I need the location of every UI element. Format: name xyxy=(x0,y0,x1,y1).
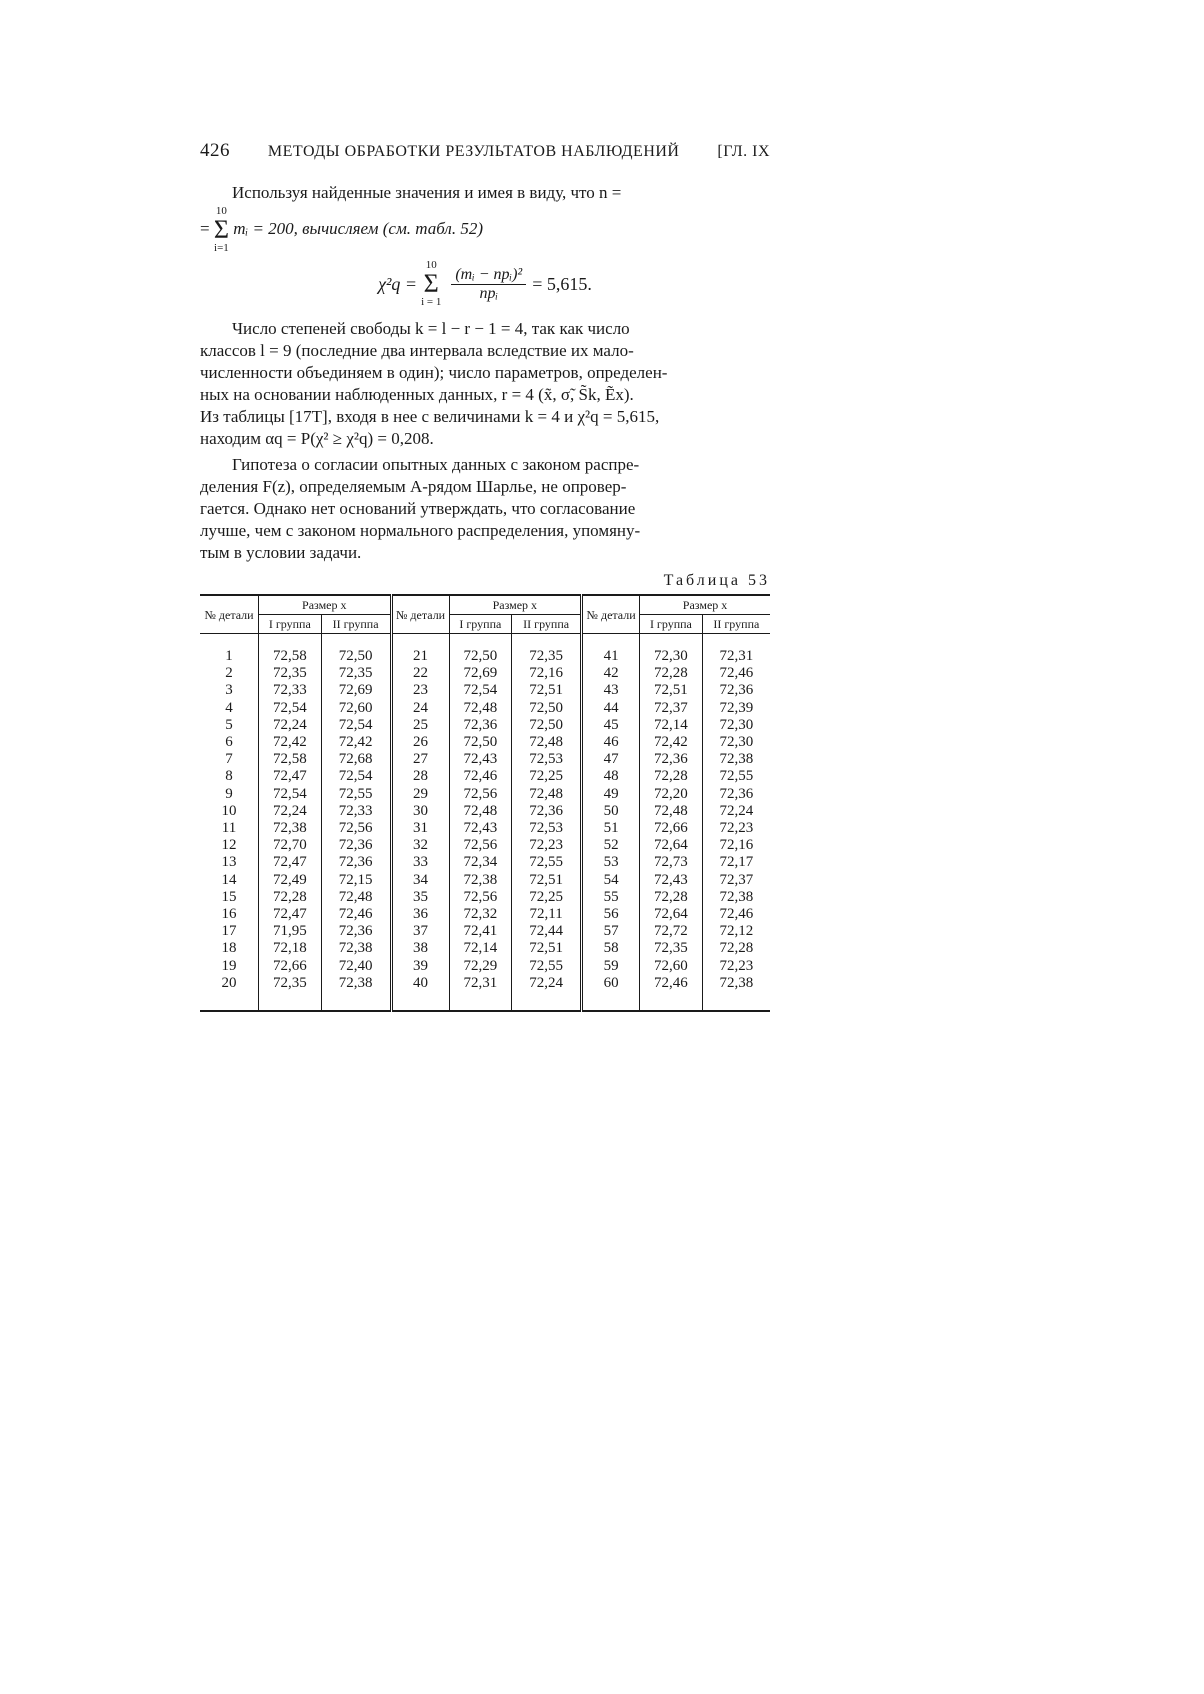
part-number-cell: 16 xyxy=(221,906,237,923)
size-group-1-cell: 72,47 xyxy=(259,906,322,923)
para3-line: деления F(z), определяемым A-рядом Шарлье, не опровер- xyxy=(200,477,627,496)
table-row xyxy=(200,665,770,682)
para1-line2-text: mᵢ = 200, вычисляем (см. табл. 52) xyxy=(233,218,483,238)
size-group-1-cell: 72,28 xyxy=(640,768,703,785)
size-group-1-cell: 72,28 xyxy=(259,889,322,906)
size-group-2-cell: 72,50 xyxy=(321,634,391,666)
size-group-1-cell: 72,35 xyxy=(259,665,322,682)
size-group-2-cell: 72,38 xyxy=(702,751,770,768)
size-group-2-cell: 72,16 xyxy=(512,665,582,682)
size-group-1-cell: 72,42 xyxy=(640,734,703,751)
part-number-cell: 30 xyxy=(391,803,449,820)
part-number-cell: 51 xyxy=(582,820,640,837)
col-header-group-1: I группа xyxy=(449,615,512,634)
part-number-cell: 53 xyxy=(582,854,640,871)
table-row xyxy=(200,700,770,717)
size-group-1-cell: 72,50 xyxy=(449,734,512,751)
size-group-2-cell: 72,54 xyxy=(321,768,391,785)
size-group-2-cell: 72,17 xyxy=(702,854,770,871)
table-row xyxy=(200,940,770,957)
part-number-cell: 57 xyxy=(582,923,640,940)
size-group-1-cell: 72,56 xyxy=(449,837,512,854)
para3-line: гается. Однако нет оснований утверждать, что согласование xyxy=(200,499,636,518)
size-group-2-cell: 72,39 xyxy=(702,700,770,717)
chi-square-formula xyxy=(200,260,770,308)
size-group-2-cell: 72,25 xyxy=(512,768,582,785)
part-number-cell: 43 xyxy=(582,682,640,699)
size-group-1-cell: 72,73 xyxy=(640,854,703,871)
size-group-1-cell: 72,29 xyxy=(449,958,512,975)
size-group-1-cell: 72,70 xyxy=(259,837,322,854)
part-number-cell: 48 xyxy=(582,768,640,785)
para1-line1: Используя найденные значения и имея в виду, что n = xyxy=(232,183,622,202)
part-number-cell: 12 xyxy=(221,837,237,854)
table-row xyxy=(200,634,770,666)
table-row xyxy=(200,717,770,734)
size-group-2-cell: 72,30 xyxy=(702,717,770,734)
part-number-cell: 4 xyxy=(225,699,233,716)
part-number-cell: 35 xyxy=(391,889,449,906)
size-group-1-cell: 72,72 xyxy=(640,923,703,940)
size-group-1-cell: 72,38 xyxy=(259,820,322,837)
col-header-group-1: I группа xyxy=(259,615,322,634)
sum-lower-limit: i=1 xyxy=(214,242,229,254)
part-number-cell: 17 xyxy=(221,923,237,940)
size-group-2-cell: 72,40 xyxy=(321,958,391,975)
size-group-1-cell: 72,48 xyxy=(640,803,703,820)
table-row xyxy=(200,768,770,785)
size-group-1-cell: 72,37 xyxy=(640,700,703,717)
sum-upper-limit: 10 xyxy=(215,205,227,217)
size-group-1-cell: 72,30 xyxy=(640,634,703,666)
part-number-cell: 42 xyxy=(582,665,640,682)
size-group-1-cell: 72,54 xyxy=(259,786,322,803)
size-group-2-cell: 72,51 xyxy=(512,872,582,889)
formula-result: = 5,615. xyxy=(532,273,592,294)
part-number-cell: 40 xyxy=(391,975,449,1011)
formula-sum-upper: 10 xyxy=(425,259,437,271)
para2-line: Из таблицы [17T], входя в нее с величинами k = 4 и χ²q = 5,615, xyxy=(200,407,660,426)
size-group-2-cell: 72,51 xyxy=(512,940,582,957)
formula-fraction xyxy=(451,266,526,303)
chapter-marker: [ГЛ. IX xyxy=(717,143,770,160)
size-group-1-cell: 72,43 xyxy=(449,751,512,768)
size-group-2-cell: 72,36 xyxy=(702,682,770,699)
size-group-1-cell: 72,58 xyxy=(259,634,322,666)
formula-sum-lower: i = 1 xyxy=(421,296,442,308)
part-number-cell: 6 xyxy=(225,734,233,751)
size-group-2-cell: 72,35 xyxy=(512,634,582,666)
size-group-2-cell: 72,28 xyxy=(702,940,770,957)
size-group-2-cell: 72,50 xyxy=(512,700,582,717)
equals-sign: = xyxy=(200,218,210,238)
size-group-2-cell: 72,55 xyxy=(512,958,582,975)
part-number-cell: 34 xyxy=(391,872,449,889)
size-group-2-cell: 72,56 xyxy=(321,820,391,837)
table-caption: Таблица 53 xyxy=(663,572,770,589)
part-number-cell: 7 xyxy=(225,751,233,768)
size-group-1-cell: 72,66 xyxy=(259,958,322,975)
col-header-size: Размер x xyxy=(640,595,770,615)
size-group-1-cell: 72,66 xyxy=(640,820,703,837)
part-number-cell: 24 xyxy=(391,700,449,717)
part-number-cell: 1 xyxy=(225,648,233,664)
size-group-2-cell: 72,36 xyxy=(702,786,770,803)
para3-line: тым в условии задачи. xyxy=(200,543,362,562)
part-number-cell: 31 xyxy=(391,820,449,837)
size-group-2-cell: 72,37 xyxy=(702,872,770,889)
size-group-2-cell: 72,15 xyxy=(321,872,391,889)
part-number-cell: 3 xyxy=(225,682,233,699)
size-group-1-cell: 72,14 xyxy=(640,717,703,734)
part-number-cell: 26 xyxy=(391,734,449,751)
part-number-cell: 41 xyxy=(582,634,640,666)
size-group-1-cell: 72,47 xyxy=(259,854,322,871)
sigma-glyph: Σ xyxy=(213,215,229,244)
size-group-1-cell: 72,36 xyxy=(640,751,703,768)
col-header-group-1: I группа xyxy=(640,615,703,634)
size-group-2-cell: 72,23 xyxy=(702,820,770,837)
para2 xyxy=(200,318,770,450)
para3 xyxy=(200,454,770,564)
col-header-size: Размер x xyxy=(259,595,392,615)
size-group-1-cell: 72,47 xyxy=(259,768,322,785)
size-group-1-cell: 72,24 xyxy=(259,717,322,734)
size-group-1-cell: 72,18 xyxy=(259,940,322,957)
part-number-cell: 23 xyxy=(391,682,449,699)
size-group-1-cell: 72,54 xyxy=(259,700,322,717)
part-number-cell: 38 xyxy=(391,940,449,957)
size-group-1-cell: 72,46 xyxy=(449,768,512,785)
table-row xyxy=(200,906,770,923)
size-group-1-cell: 72,56 xyxy=(449,889,512,906)
size-group-2-cell: 72,16 xyxy=(702,837,770,854)
size-group-1-cell: 72,34 xyxy=(449,854,512,871)
table-row xyxy=(200,786,770,803)
size-group-2-cell: 72,38 xyxy=(321,940,391,957)
para2-line: классов l = 9 (последние два интервала вследствие их мало- xyxy=(200,341,634,360)
size-group-1-cell: 72,43 xyxy=(449,820,512,837)
size-group-2-cell: 72,23 xyxy=(512,837,582,854)
size-group-1-cell: 72,43 xyxy=(640,872,703,889)
size-group-1-cell: 72,58 xyxy=(259,751,322,768)
col-header-no: № детали xyxy=(391,595,449,634)
size-group-1-cell: 72,24 xyxy=(259,803,322,820)
part-number-cell: 28 xyxy=(391,768,449,785)
size-group-2-cell: 72,35 xyxy=(321,665,391,682)
size-group-2-cell: 72,60 xyxy=(321,700,391,717)
size-group-1-cell: 72,28 xyxy=(640,889,703,906)
part-number-cell: 59 xyxy=(582,958,640,975)
size-group-1-cell: 72,54 xyxy=(449,682,512,699)
size-group-1-cell: 72,64 xyxy=(640,837,703,854)
para3-line: Гипотеза о согласии опытных данных с законом распре- xyxy=(232,455,640,474)
col-header-group-2: II группа xyxy=(702,615,770,634)
col-header-group-2: II группа xyxy=(512,615,582,634)
part-number-cell: 29 xyxy=(391,786,449,803)
part-number-cell: 54 xyxy=(582,872,640,889)
part-number-cell: 15 xyxy=(221,888,237,905)
running-header xyxy=(200,140,770,162)
formula-lhs: χ²q = xyxy=(378,273,418,294)
formula-sigma-glyph: Σ xyxy=(423,269,439,298)
part-number-cell: 27 xyxy=(391,751,449,768)
table-row xyxy=(200,975,770,1011)
part-number-cell: 25 xyxy=(391,717,449,734)
size-group-2-cell: 72,36 xyxy=(512,803,582,820)
data-table xyxy=(200,594,770,1012)
para3-line: лучше, чем с законом нормального распределения, упомяну- xyxy=(200,521,641,540)
size-group-1-cell: 72,48 xyxy=(449,700,512,717)
formula-denominator: npᵢ xyxy=(479,284,499,302)
size-group-1-cell: 72,33 xyxy=(259,682,322,699)
part-number-cell: 39 xyxy=(391,958,449,975)
sum-symbol xyxy=(214,206,229,254)
size-group-2-cell: 72,51 xyxy=(512,682,582,699)
table-row xyxy=(200,872,770,889)
table-row xyxy=(200,958,770,975)
size-group-1-cell: 71,95 xyxy=(259,923,322,940)
table-row xyxy=(200,820,770,837)
size-group-1-cell: 72,28 xyxy=(640,665,703,682)
part-number-cell: 18 xyxy=(221,940,237,957)
size-group-2-cell: 72,53 xyxy=(512,820,582,837)
part-number-cell: 47 xyxy=(582,751,640,768)
size-group-1-cell: 72,36 xyxy=(449,717,512,734)
size-group-2-cell: 72,24 xyxy=(512,975,582,1011)
formula-sum-symbol xyxy=(421,260,441,308)
size-group-2-cell: 72,36 xyxy=(321,837,391,854)
para1-line2 xyxy=(200,206,770,254)
table-row xyxy=(200,923,770,940)
size-group-2-cell: 72,46 xyxy=(321,906,391,923)
part-number-cell: 60 xyxy=(582,975,640,1011)
size-group-2-cell: 72,44 xyxy=(512,923,582,940)
part-number-cell: 36 xyxy=(391,906,449,923)
size-group-1-cell: 72,20 xyxy=(640,786,703,803)
part-number-cell: 55 xyxy=(582,889,640,906)
part-number-cell: 44 xyxy=(582,700,640,717)
table-row xyxy=(200,854,770,871)
part-number-cell: 13 xyxy=(221,854,237,871)
size-group-2-cell: 72,55 xyxy=(702,768,770,785)
size-group-1-cell: 72,56 xyxy=(449,786,512,803)
size-group-2-cell: 72,48 xyxy=(512,786,582,803)
size-group-1-cell: 72,14 xyxy=(449,940,512,957)
size-group-1-cell: 72,46 xyxy=(640,975,703,1011)
col-header-size: Размер x xyxy=(449,595,582,615)
size-group-1-cell: 72,48 xyxy=(449,803,512,820)
page-number: 426 xyxy=(200,140,230,161)
size-group-2-cell: 72,36 xyxy=(321,923,391,940)
formula-numerator: (mᵢ − npᵢ)² xyxy=(451,266,526,285)
size-group-1-cell: 72,64 xyxy=(640,906,703,923)
size-group-2-cell: 72,31 xyxy=(702,634,770,666)
part-number-cell: 10 xyxy=(221,802,237,819)
col-header-no: № детали xyxy=(582,595,640,634)
part-number-cell: 14 xyxy=(221,871,237,888)
para2-line: Число степеней свободы k = l − r − 1 = 4, так как число xyxy=(232,319,630,338)
part-number-cell: 2 xyxy=(225,665,233,682)
size-group-2-cell: 72,38 xyxy=(321,975,391,1011)
part-number-cell: 22 xyxy=(391,665,449,682)
size-group-2-cell: 72,33 xyxy=(321,803,391,820)
size-group-2-cell: 72,46 xyxy=(702,906,770,923)
size-group-2-cell: 72,42 xyxy=(321,734,391,751)
table-body xyxy=(200,634,770,1012)
size-group-2-cell: 72,23 xyxy=(702,958,770,975)
part-number-cell: 52 xyxy=(582,837,640,854)
size-group-2-cell: 72,36 xyxy=(321,854,391,871)
para2-line: находим αq = P(χ² ≥ χ²q) = 0,208. xyxy=(200,429,434,448)
size-group-2-cell: 72,25 xyxy=(512,889,582,906)
book-page xyxy=(200,140,770,1012)
size-group-2-cell: 72,38 xyxy=(702,889,770,906)
size-group-1-cell: 72,60 xyxy=(640,958,703,975)
table-row xyxy=(200,837,770,854)
part-number-cell: 49 xyxy=(582,786,640,803)
part-number-cell: 33 xyxy=(391,854,449,871)
running-title: МЕТОДЫ ОБРАБОТКИ РЕЗУЛЬТАТОВ НАБЛЮДЕНИЙ xyxy=(267,143,680,160)
para2-line: ных на основании наблюденных данных, r = 4 (x̃, σ̃, S̃k, Ẽx). xyxy=(200,385,634,404)
size-group-2-cell: 72,54 xyxy=(321,717,391,734)
part-number-cell: 11 xyxy=(221,820,237,837)
size-group-2-cell: 72,24 xyxy=(702,803,770,820)
size-group-2-cell: 72,30 xyxy=(702,734,770,751)
size-group-2-cell: 72,50 xyxy=(512,717,582,734)
col-header-group-2: II группа xyxy=(321,615,391,634)
size-group-2-cell: 72,55 xyxy=(321,786,391,803)
col-header-no: № детали xyxy=(200,595,259,634)
size-group-1-cell: 72,35 xyxy=(259,975,322,1011)
size-group-2-cell: 72,69 xyxy=(321,682,391,699)
size-group-2-cell: 72,12 xyxy=(702,923,770,940)
part-number-cell: 19 xyxy=(221,957,237,974)
size-group-1-cell: 72,50 xyxy=(449,634,512,666)
part-number-cell: 45 xyxy=(582,717,640,734)
table-row xyxy=(200,682,770,699)
size-group-1-cell: 72,32 xyxy=(449,906,512,923)
size-group-1-cell: 72,42 xyxy=(259,734,322,751)
size-group-1-cell: 72,31 xyxy=(449,975,512,1011)
table-row xyxy=(200,889,770,906)
part-number-cell: 56 xyxy=(582,906,640,923)
part-number-cell: 21 xyxy=(391,634,449,666)
size-group-2-cell: 72,38 xyxy=(702,975,770,1011)
table-row xyxy=(200,803,770,820)
para2-line: численности объединяем в один); число параметров, определен- xyxy=(200,363,668,382)
size-group-1-cell: 72,41 xyxy=(449,923,512,940)
part-number-cell: 9 xyxy=(225,785,233,802)
part-number-cell: 20 xyxy=(221,974,237,991)
part-number-cell: 50 xyxy=(582,803,640,820)
table-row xyxy=(200,734,770,751)
size-group-2-cell: 72,68 xyxy=(321,751,391,768)
part-number-cell: 8 xyxy=(225,768,233,785)
part-number-cell: 37 xyxy=(391,923,449,940)
part-number-cell: 32 xyxy=(391,837,449,854)
size-group-2-cell: 72,53 xyxy=(512,751,582,768)
table-row xyxy=(200,751,770,768)
size-group-2-cell: 72,11 xyxy=(512,906,582,923)
part-number-cell: 5 xyxy=(225,716,233,733)
size-group-1-cell: 72,69 xyxy=(449,665,512,682)
size-group-2-cell: 72,55 xyxy=(512,854,582,871)
size-group-2-cell: 72,48 xyxy=(512,734,582,751)
part-number-cell: 58 xyxy=(582,940,640,957)
size-group-2-cell: 72,46 xyxy=(702,665,770,682)
size-group-2-cell: 72,48 xyxy=(321,889,391,906)
size-group-1-cell: 72,49 xyxy=(259,872,322,889)
size-group-1-cell: 72,38 xyxy=(449,872,512,889)
part-number-cell: 46 xyxy=(582,734,640,751)
size-group-1-cell: 72,51 xyxy=(640,682,703,699)
size-group-1-cell: 72,35 xyxy=(640,940,703,957)
